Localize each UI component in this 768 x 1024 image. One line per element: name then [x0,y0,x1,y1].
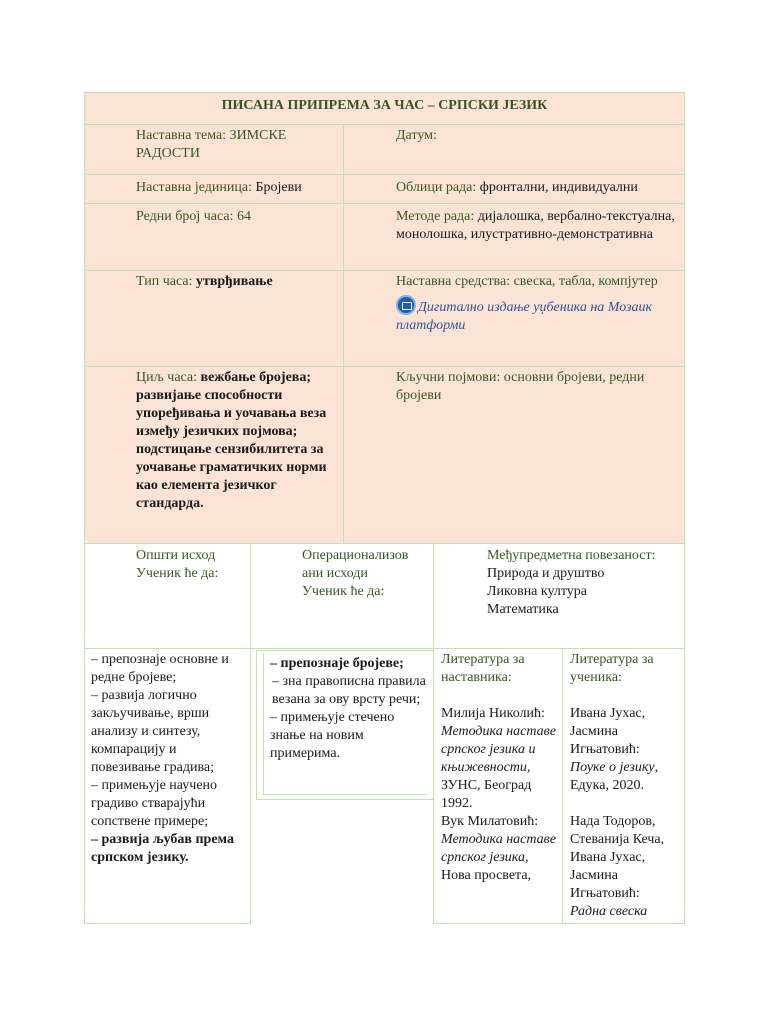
unit-cell [85,175,344,203]
cross-header-title: Међупредметна повезаност: [487,548,656,563]
row-type-resources [85,270,684,366]
resources-value: свеска, табла, компјутер [513,274,658,289]
date-label: Датум: [396,128,437,143]
student-lit-author-1: Ивана Јухас, Јасмина Игњатовић: [570,706,646,757]
key-terms-cell [344,367,684,544]
teacher-literature-cell [433,648,563,924]
teacher-lit-title-1: Методика наставе српског језика и књижевности, [441,724,556,775]
page-title: ПИСАНА ПРИПРЕМА ЗА ЧАС – СРПСКИ ЈЕЗИК [221,98,548,113]
lesson-plan-table [84,92,685,544]
outcomes-cross-header [433,543,685,649]
operational-item-1: – препознаје бројеве; [270,656,404,671]
row-goal-terms [85,366,684,544]
resources-label: Наставна средства: [396,274,511,289]
student-lit-header: Литература за ученика: [570,652,654,685]
operational-item-3: – примењује стечено знање на новим примерима. [270,710,395,761]
operational-header-title: Операционализов ани исходи [302,548,409,581]
theme-cell [85,125,344,174]
cross-item-1: Природа и друштво [487,566,605,581]
student-lit-publisher-1: , Едука, 2020. [570,760,659,793]
lesson-type-cell [85,271,344,366]
mozaik-icon[interactable] [396,295,416,315]
teacher-lit-title-2: Методика наставе српског језика [441,832,556,865]
lesson-number-cell [85,204,344,270]
general-item-4: – развија љубав према српском језику. [91,832,235,865]
date-cell [344,125,684,174]
general-item-3: – примењује научено градиво стварајући сопствене примере; [91,778,218,829]
methods-label: Методе рада: [396,209,475,224]
student-lit-author-2: Нада Тодоров, Стеванија Кеча, Ивана Јухас, Јасмина Игњатовић: [570,814,665,901]
student-lit-title-1: Поуке о језику [570,760,655,775]
row-theme-date [85,124,684,174]
student-literature-cell [562,648,685,924]
theme-label: Наставна тема: [136,128,227,143]
resources-cell [344,271,684,366]
lesson-number-label: Редни број часа: [136,209,234,224]
forms-cell [344,175,684,203]
outcomes-operational-header [250,543,434,649]
unit-label: Наставна јединица: [136,180,252,195]
lesson-type-label: Тип часа: [136,274,193,289]
goal-value: вежбање бројева; развијање способности упоређивања и уочавања веза између језичких појмова; подстицање сензибилитета за уочавање граматичких норми као елемента језичког стандарда. [136,370,327,511]
teacher-lit-header: Литература за наставника: [441,652,525,685]
methods-cell [344,204,684,270]
forms-value: фронтални, индивидуални [479,180,638,195]
theme-value: ЗИМСКЕ РАДОСТИ [136,128,287,161]
lesson-number-value: 64 [237,209,251,224]
operational-header-sub: Ученик ће да: [302,584,385,599]
operational-item-2: – зна правописна правила везана за ову врсту речи; [272,674,426,707]
row-number-methods [85,203,684,270]
general-header-sub: Ученик ће да: [136,566,219,581]
teacher-lit-publisher-1: ЗУНС, Београд 1992. [441,778,532,811]
unit-value: Бројеви [255,180,302,195]
key-terms-label: Кључни појмови [396,370,497,385]
goal-cell [85,367,344,544]
operational-outcomes-cell [256,650,434,800]
goal-label: Циљ часа: [136,370,198,385]
key-terms-value: : основни бројеви, редни бројеви [396,370,645,403]
general-header-title: Општи исход [136,548,216,563]
teacher-lit-author-1: Милија Николић: [441,706,545,721]
mozaik-link[interactable]: Дигитално издање уџбеника на Мозаик платформи [396,300,653,333]
lesson-type-value: утврђивање [195,274,273,289]
forms-label: Облици рада: [396,180,477,195]
general-item-2: – развија логично закључивање, врши анализу и синтезу, компарацију и повезивање градива; [91,688,215,775]
outcomes-general-header [84,543,251,649]
row-unit-forms [85,174,684,203]
teacher-lit-publisher-2: , Нова просвета, [441,850,532,883]
cross-item-2: Ликовна култура [487,584,588,599]
general-outcomes-cell [84,648,251,924]
general-item-1: – препознаје основне и редне бројеве; [91,652,229,685]
student-lit-title-2: Радна свеска [570,904,648,919]
methods-value: дијалошка, вербално-текстуална, монолошка, илустративно-демонстративна [396,209,675,242]
teacher-lit-author-2: Вук Милатовић: [441,814,539,829]
cross-item-3: Математика [487,602,559,617]
